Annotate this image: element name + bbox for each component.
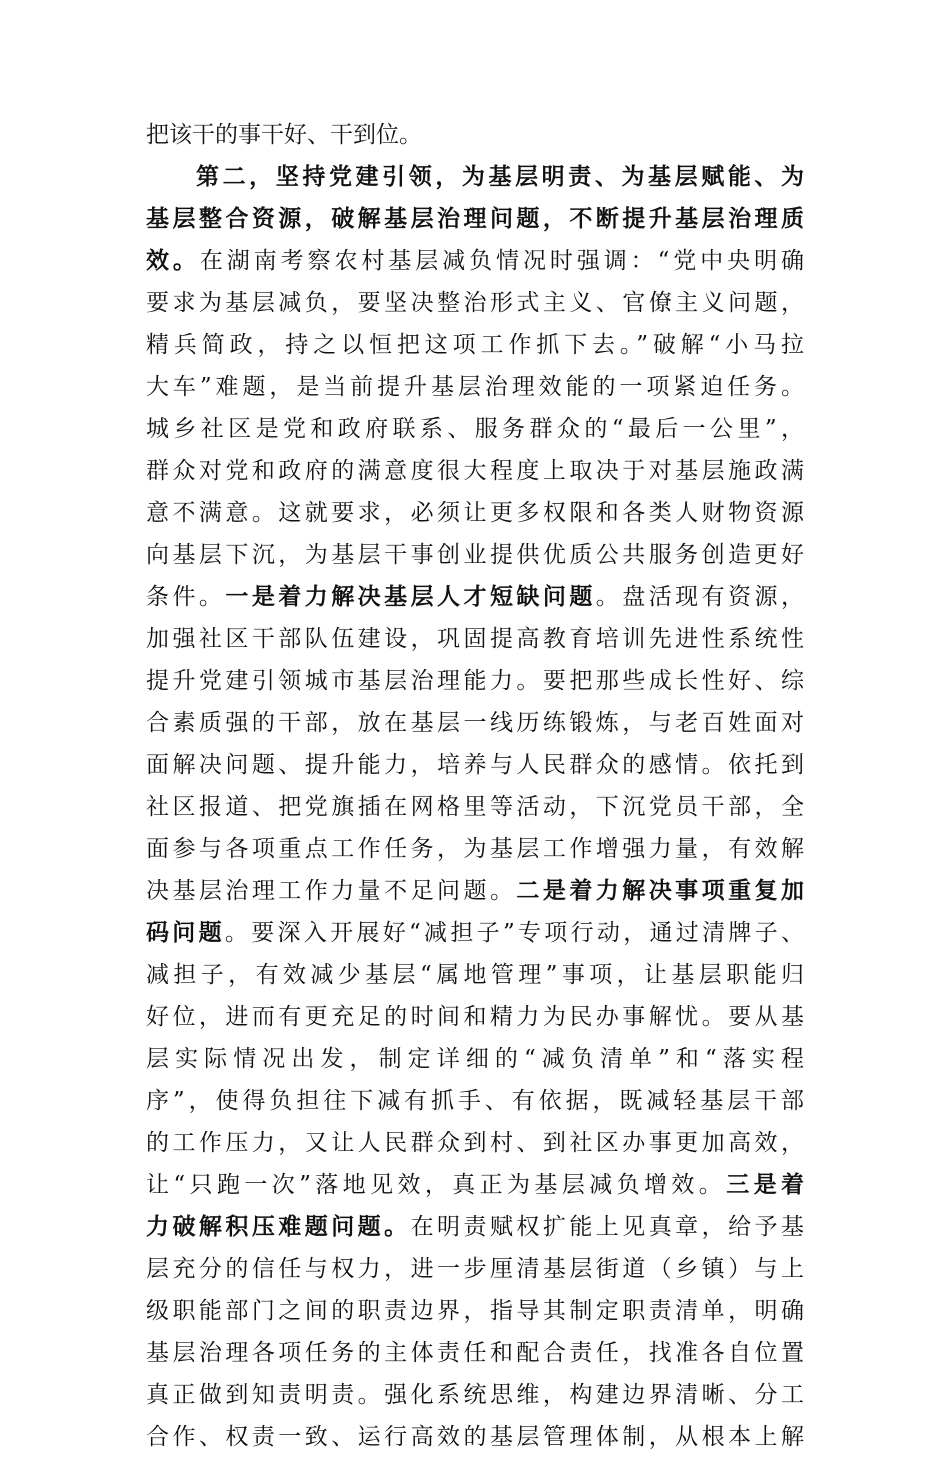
bold-text-run: 基层整合资源，破解基层治理问题，不断提升基层治理质 [146, 205, 804, 232]
text-line [146, 1290, 804, 1332]
text-line [146, 618, 804, 660]
text-run: 基层治理各项任务的主体责任和配合责任，找准各自位置 [146, 1340, 804, 1366]
text-run: 把该干的事干好、干到位。 [146, 122, 422, 148]
document-body [146, 114, 804, 1458]
text-run: 面解决问题、提升能力，培养与人民群众的感情。依托到 [146, 752, 804, 778]
text-run: 意不满意。这就要求，必须让更多权限和各类人财物资源 [146, 500, 804, 526]
text-run: 层实际情况出发，制定详细的“减负清单”和“落实程 [146, 1046, 804, 1072]
text-run: 合素质强的干部，放在基层一线历练锻炼，与老百姓面对 [146, 710, 804, 736]
text-line [146, 492, 804, 534]
text-line [146, 870, 804, 912]
text-line [146, 114, 804, 156]
bold-text-run: 效。 [146, 247, 200, 274]
text-line [146, 366, 804, 408]
text-line [146, 1080, 804, 1122]
text-run: 。盘活现有资源， [595, 584, 805, 610]
bold-text-run: 一是着力解决基层人才短缺问题 [225, 583, 596, 610]
text-line [146, 828, 804, 870]
text-run: 加强社区干部队伍建设，巩固提高教育培训先进性系统性 [146, 626, 804, 652]
text-run: 社区报道、把党旗插在网格里等活动，下沉党员干部，全 [146, 794, 804, 820]
text-run: 决基层治理工作力量不足问题。 [146, 878, 517, 904]
text-run: 级职能部门之间的职责边界，指导其制定职责清单，明确 [146, 1298, 804, 1324]
text-run: 。要深入开展好“减担子”专项行动，通过清牌子、 [224, 920, 804, 946]
text-line [146, 1332, 804, 1374]
text-run: 在湖南考察农村基层减负情况时强调：“党中央明确 [199, 248, 804, 274]
text-run: 减担子，有效减少基层“属地管理”事项，让基层职能归 [146, 962, 804, 988]
text-run: 提升党建引领城市基层治理能力。要把那些成长性好、综 [146, 668, 804, 694]
text-run: 精兵简政，持之以恒把这项工作抓下去。”破解“小马拉 [146, 332, 804, 358]
text-run: 群众对党和政府的满意度很大程度上取决于对基层施政满 [146, 458, 804, 484]
text-line [146, 576, 804, 618]
bold-text-run: 二是着力解决事项重复加 [516, 877, 805, 904]
text-run: 大车”难题，是当前提升基层治理效能的一项紧迫任务。 [146, 374, 804, 400]
text-line [146, 660, 804, 702]
text-run: 向基层下沉，为基层干事创业提供优质公共服务创造更好 [146, 542, 804, 568]
text-line [146, 156, 804, 198]
bold-text-run: 码问题 [146, 919, 225, 946]
text-line [146, 744, 804, 786]
bold-text-run: 第二，坚持党建引领，为基层明责、为基层赋能、为 [196, 163, 804, 190]
text-run: 城乡社区是党和政府联系、服务群众的“最后一公里”， [146, 416, 804, 442]
text-line [146, 1374, 804, 1416]
text-line [146, 282, 804, 324]
text-run: 的工作压力，又让人民群众到村、到社区办事更加高效， [146, 1130, 804, 1156]
text-line [146, 1038, 804, 1080]
text-run: 序”，使得负担往下减有抓手、有依据，既减轻基层干部 [146, 1088, 804, 1114]
text-line [146, 1206, 804, 1248]
text-run: 真正做到知责明责。强化系统思维，构建边界清晰、分工 [146, 1382, 804, 1408]
text-run: 面参与各项重点工作任务，为基层工作增强力量，有效解 [146, 836, 804, 862]
text-line [146, 1122, 804, 1164]
bold-text-run: 力破解积压难题问题。 [146, 1213, 411, 1240]
text-line [146, 534, 804, 576]
text-line [146, 408, 804, 450]
text-run: 合作、权责一致、运行高效的基层管理体制，从根本上解 [146, 1424, 804, 1450]
text-run: 层充分的信任与权力，进一步厘清基层街道（乡镇）与上 [146, 1256, 804, 1282]
text-line [146, 1164, 804, 1206]
text-line [146, 702, 804, 744]
text-line [146, 1416, 804, 1458]
text-line [146, 324, 804, 366]
text-line [146, 1248, 804, 1290]
text-run: 好位，进而有更充足的时间和精力为民办事解忧。要从基 [146, 1004, 804, 1030]
text-line [146, 996, 804, 1038]
text-line [146, 450, 804, 492]
text-line [146, 240, 804, 282]
text-run: 让“只跑一次”落地见效，真正为基层减负增效。 [146, 1172, 727, 1198]
text-run: 条件。 [146, 584, 226, 610]
bold-text-run: 三是着 [726, 1171, 804, 1198]
text-line [146, 198, 804, 240]
text-line [146, 954, 804, 996]
text-run: 在明责赋权扩能上见真章，给予基 [410, 1214, 805, 1240]
text-line [146, 912, 804, 954]
text-line [146, 786, 804, 828]
text-run: 要求为基层减负，要坚决整治形式主义、官僚主义问题， [146, 290, 804, 316]
